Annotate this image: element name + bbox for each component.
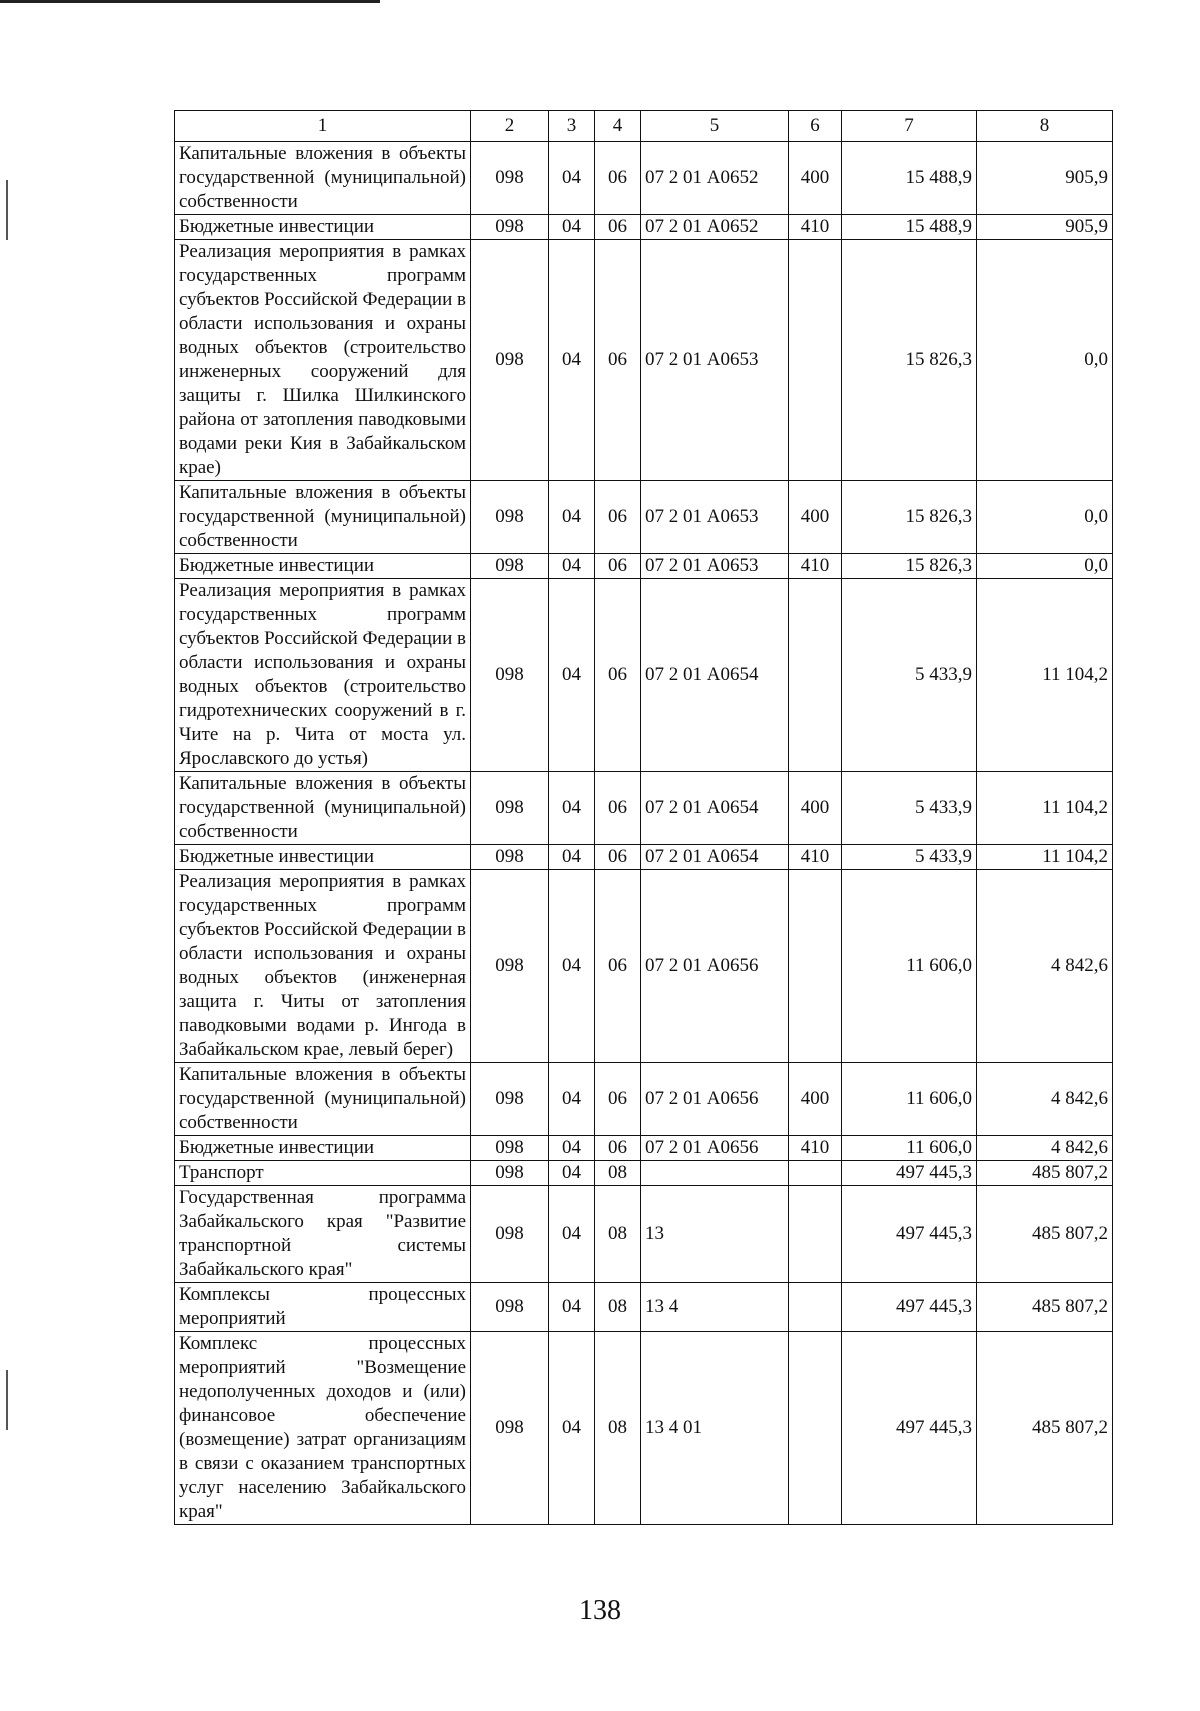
admin-code-cell: 098 — [471, 772, 549, 845]
item-name-cell: Бюджетные инвестиции — [175, 554, 471, 579]
table-row — [175, 215, 1113, 240]
item-name-cell: Бюджетные инвестиции — [175, 845, 471, 870]
amount-year-1-cell: 15 826,3 — [842, 481, 977, 554]
amount-year-2-cell: 0,0 — [977, 554, 1113, 579]
subsection-code-cell: 06 — [595, 845, 641, 870]
scan-margin-mark — [6, 180, 8, 240]
amount-year-1-cell: 11 606,0 — [842, 1136, 977, 1161]
amount-year-1-cell: 5 433,9 — [842, 845, 977, 870]
amount-year-2-cell: 4 842,6 — [977, 870, 1113, 1063]
scan-top-edge — [0, 0, 380, 3]
column-header: 8 — [977, 111, 1113, 142]
page-number: 138 — [579, 1595, 621, 1626]
table-row — [175, 481, 1113, 554]
target-article-code-cell: 07 2 01 А0656 — [641, 870, 789, 1063]
target-article-code-cell: 07 2 01 А0653 — [641, 481, 789, 554]
expense-type-code-cell — [789, 1186, 842, 1283]
item-name-cell: Реализация мероприятия в рамках государственных программ субъектов Российской Федерации в области использования и охраны водных объектов (строительство инженерных сооружений для защиты г. Шилка Шилкинского района от затопления паводковыми водами реки Кия в Забайкальском крае) — [175, 240, 471, 481]
section-code-cell: 04 — [549, 142, 595, 215]
budget-table — [174, 110, 1113, 1525]
item-name-cell: Реализация мероприятия в рамках государственных программ субъектов Российской Федерации в области использования и охраны водных объектов (инженерная защита г. Читы от затопления паводковыми водами р. Ингода в Забайкальском крае, левый берег) — [175, 870, 471, 1063]
section-code-cell: 04 — [549, 1332, 595, 1525]
subsection-code-cell: 08 — [595, 1332, 641, 1525]
table-row — [175, 1136, 1113, 1161]
table-row — [175, 579, 1113, 772]
subsection-code-cell: 06 — [595, 481, 641, 554]
amount-year-1-cell: 15 488,9 — [842, 215, 977, 240]
column-header: 2 — [471, 111, 549, 142]
amount-year-2-cell: 11 104,2 — [977, 772, 1113, 845]
expense-type-code-cell: 410 — [789, 215, 842, 240]
item-name-cell: Бюджетные инвестиции — [175, 1136, 471, 1161]
admin-code-cell: 098 — [471, 579, 549, 772]
target-article-code-cell: 07 2 01 А0656 — [641, 1063, 789, 1136]
item-name-cell: Реализация мероприятия в рамках государственных программ субъектов Российской Федерации в области использования и охраны водных объектов (строительство гидротехнических сооружений в г. Чите на р. Чита от моста ул. Ярославского до устья) — [175, 579, 471, 772]
column-header: 7 — [842, 111, 977, 142]
item-name-cell: Транспорт — [175, 1161, 471, 1186]
target-article-code-cell: 07 2 01 А0653 — [641, 554, 789, 579]
section-code-cell: 04 — [549, 870, 595, 1063]
section-code-cell: 04 — [549, 554, 595, 579]
expense-type-code-cell — [789, 870, 842, 1063]
admin-code-cell: 098 — [471, 1136, 549, 1161]
admin-code-cell: 098 — [471, 1161, 549, 1186]
amount-year-2-cell: 4 842,6 — [977, 1063, 1113, 1136]
admin-code-cell: 098 — [471, 215, 549, 240]
subsection-code-cell: 06 — [595, 142, 641, 215]
admin-code-cell: 098 — [471, 1332, 549, 1525]
section-code-cell: 04 — [549, 1161, 595, 1186]
item-name-cell: Капитальные вложения в объекты государственной (муниципальной) собственности — [175, 142, 471, 215]
item-name-cell: Капитальные вложения в объекты государственной (муниципальной) собственности — [175, 481, 471, 554]
amount-year-2-cell: 11 104,2 — [977, 845, 1113, 870]
column-header: 3 — [549, 111, 595, 142]
amount-year-1-cell: 497 445,3 — [842, 1332, 977, 1525]
amount-year-1-cell: 11 606,0 — [842, 1063, 977, 1136]
table-row — [175, 142, 1113, 215]
expense-type-code-cell — [789, 240, 842, 481]
target-article-code-cell: 13 — [641, 1186, 789, 1283]
expense-type-code-cell — [789, 1161, 842, 1186]
column-header: 6 — [789, 111, 842, 142]
subsection-code-cell: 06 — [595, 870, 641, 1063]
expense-type-code-cell — [789, 1283, 842, 1332]
section-code-cell: 04 — [549, 1063, 595, 1136]
table-row — [175, 554, 1113, 579]
expense-type-code-cell — [789, 1332, 842, 1525]
section-code-cell: 04 — [549, 240, 595, 481]
admin-code-cell: 098 — [471, 1283, 549, 1332]
admin-code-cell: 098 — [471, 1186, 549, 1283]
expense-type-code-cell: 400 — [789, 142, 842, 215]
column-header: 4 — [595, 111, 641, 142]
item-name-cell: Капитальные вложения в объекты государственной (муниципальной) собственности — [175, 1063, 471, 1136]
header-row — [175, 111, 1113, 142]
amount-year-2-cell: 485 807,2 — [977, 1161, 1113, 1186]
amount-year-2-cell: 905,9 — [977, 142, 1113, 215]
admin-code-cell: 098 — [471, 1063, 549, 1136]
amount-year-2-cell: 11 104,2 — [977, 579, 1113, 772]
section-code-cell: 04 — [549, 579, 595, 772]
amount-year-1-cell: 15 826,3 — [842, 240, 977, 481]
table-row — [175, 1332, 1113, 1525]
subsection-code-cell: 06 — [595, 1063, 641, 1136]
table-row — [175, 240, 1113, 481]
expense-type-code-cell: 410 — [789, 554, 842, 579]
item-name-cell: Комплекс процессных мероприятий "Возмещение недополученных доходов и (или) финансовое обеспечение (возмещение) затрат организациям в связи с оказанием транспортных услуг населению Забайкальского края" — [175, 1332, 471, 1525]
target-article-code-cell: 07 2 01 А0654 — [641, 845, 789, 870]
target-article-code-cell: 13 4 01 — [641, 1332, 789, 1525]
amount-year-1-cell: 5 433,9 — [842, 772, 977, 845]
section-code-cell: 04 — [549, 1186, 595, 1283]
item-name-cell: Комплексы процессных мероприятий — [175, 1283, 471, 1332]
amount-year-2-cell: 0,0 — [977, 240, 1113, 481]
table-row — [175, 845, 1113, 870]
amount-year-1-cell: 11 606,0 — [842, 870, 977, 1063]
target-article-code-cell: 07 2 01 А0652 — [641, 142, 789, 215]
target-article-code-cell — [641, 1161, 789, 1186]
amount-year-2-cell: 4 842,6 — [977, 1136, 1113, 1161]
subsection-code-cell: 06 — [595, 554, 641, 579]
section-code-cell: 04 — [549, 845, 595, 870]
expense-type-code-cell: 410 — [789, 845, 842, 870]
item-name-cell: Государственная программа Забайкальского края "Развитие транспортной системы Забайкальского края" — [175, 1186, 471, 1283]
amount-year-1-cell: 15 826,3 — [842, 554, 977, 579]
subsection-code-cell: 06 — [595, 772, 641, 845]
expense-type-code-cell: 400 — [789, 481, 842, 554]
target-article-code-cell: 07 2 01 А0656 — [641, 1136, 789, 1161]
amount-year-2-cell: 485 807,2 — [977, 1186, 1113, 1283]
target-article-code-cell: 07 2 01 А0654 — [641, 579, 789, 772]
admin-code-cell: 098 — [471, 554, 549, 579]
section-code-cell: 04 — [549, 772, 595, 845]
subsection-code-cell: 08 — [595, 1283, 641, 1332]
expense-type-code-cell: 410 — [789, 1136, 842, 1161]
section-code-cell: 04 — [549, 1283, 595, 1332]
admin-code-cell: 098 — [471, 240, 549, 481]
expense-type-code-cell: 400 — [789, 772, 842, 845]
amount-year-2-cell: 485 807,2 — [977, 1283, 1113, 1332]
table-row — [175, 772, 1113, 845]
admin-code-cell: 098 — [471, 481, 549, 554]
item-name-cell: Капитальные вложения в объекты государственной (муниципальной) собственности — [175, 772, 471, 845]
target-article-code-cell: 07 2 01 А0653 — [641, 240, 789, 481]
table-row — [175, 1161, 1113, 1186]
amount-year-2-cell: 0,0 — [977, 481, 1113, 554]
section-code-cell: 04 — [549, 1136, 595, 1161]
subsection-code-cell: 08 — [595, 1186, 641, 1283]
item-name-cell: Бюджетные инвестиции — [175, 215, 471, 240]
target-article-code-cell: 07 2 01 А0654 — [641, 772, 789, 845]
subsection-code-cell: 06 — [595, 240, 641, 481]
expense-type-code-cell — [789, 579, 842, 772]
amount-year-2-cell: 485 807,2 — [977, 1332, 1113, 1525]
amount-year-1-cell: 15 488,9 — [842, 142, 977, 215]
target-article-code-cell: 13 4 — [641, 1283, 789, 1332]
target-article-code-cell: 07 2 01 А0652 — [641, 215, 789, 240]
column-header: 1 — [175, 111, 471, 142]
column-header: 5 — [641, 111, 789, 142]
subsection-code-cell: 06 — [595, 215, 641, 240]
expense-type-code-cell: 400 — [789, 1063, 842, 1136]
scan-margin-mark — [6, 1370, 8, 1430]
admin-code-cell: 098 — [471, 870, 549, 1063]
section-code-cell: 04 — [549, 481, 595, 554]
subsection-code-cell: 06 — [595, 579, 641, 772]
amount-year-1-cell: 497 445,3 — [842, 1161, 977, 1186]
subsection-code-cell: 06 — [595, 1136, 641, 1161]
table-row — [175, 1186, 1113, 1283]
table-row — [175, 1283, 1113, 1332]
subsection-code-cell: 08 — [595, 1161, 641, 1186]
amount-year-1-cell: 497 445,3 — [842, 1186, 977, 1283]
table-row — [175, 870, 1113, 1063]
amount-year-1-cell: 497 445,3 — [842, 1283, 977, 1332]
admin-code-cell: 098 — [471, 845, 549, 870]
amount-year-2-cell: 905,9 — [977, 215, 1113, 240]
admin-code-cell: 098 — [471, 142, 549, 215]
section-code-cell: 04 — [549, 215, 595, 240]
table-row — [175, 1063, 1113, 1136]
amount-year-1-cell: 5 433,9 — [842, 579, 977, 772]
